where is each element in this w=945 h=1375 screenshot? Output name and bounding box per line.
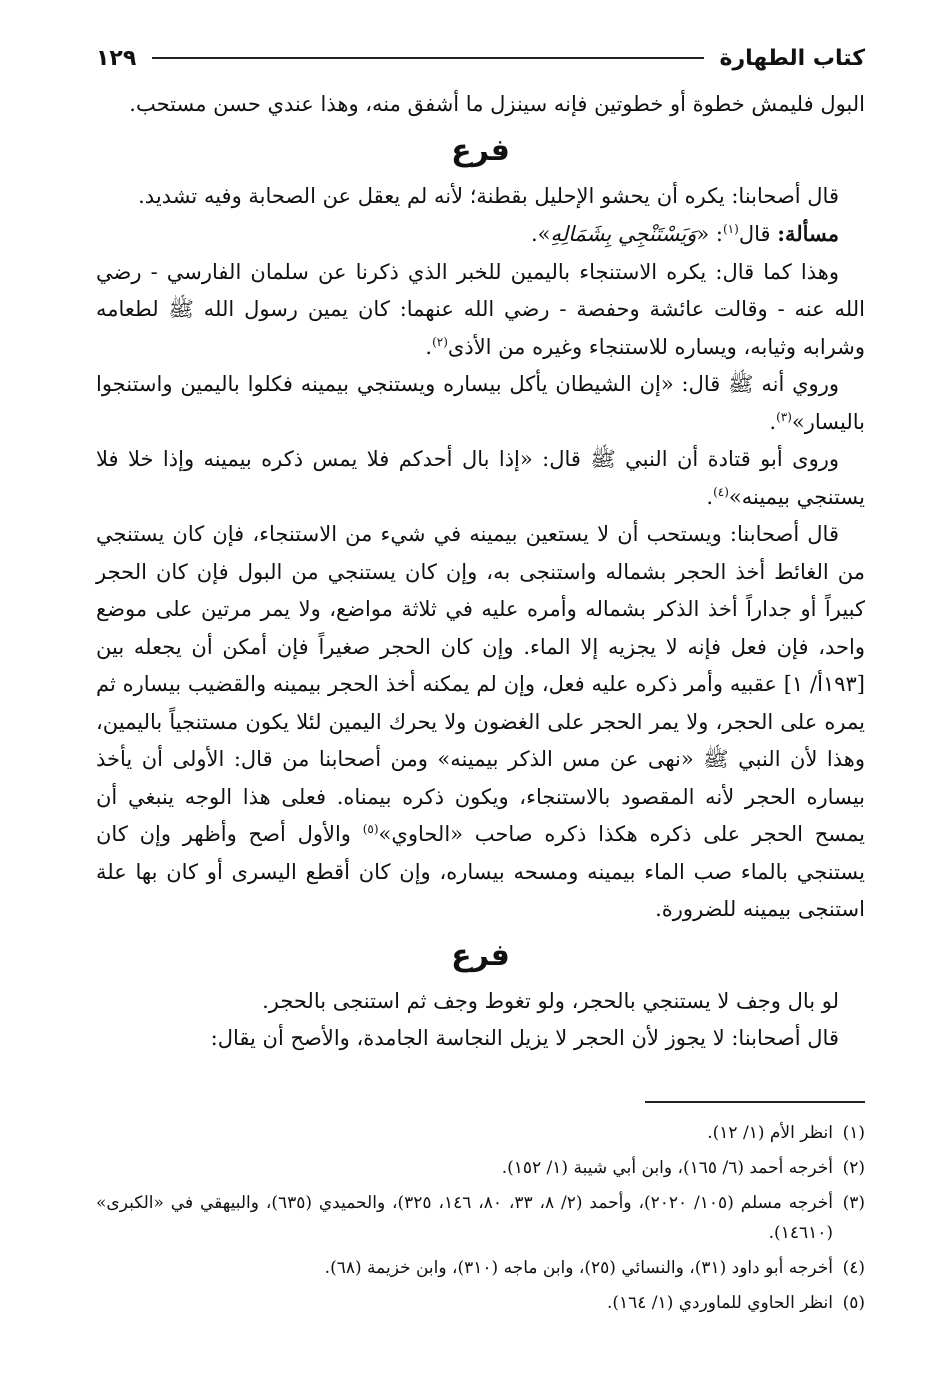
- footnote-ref-4: (٤): [713, 484, 729, 499]
- footnote-item: [96, 1288, 865, 1318]
- p3-text-c: ».: [530, 222, 551, 246]
- p5-text-a: وروي أنه ﷺ قال: «إن الشيطان يأكل بيساره ويستنجي بيمينه فكلوا باليمين واستنجوا باليسار»: [96, 372, 865, 434]
- paragraph-1: البول فليمش خطوة أو خطوتين فإنه سينزل ما أشفق منه، وهذا عندي حسن مستحب.: [129, 92, 865, 116]
- footnote-item: [96, 1188, 865, 1248]
- p6-text-a: وروى أبو قتادة أن النبي ﷺ قال: «إذا بال أحدكم فلا يمس ذكره بيمينه وإذا خلا فلا يستنجي بيمينه»: [96, 447, 865, 509]
- paragraph-4: [96, 254, 865, 367]
- page-number: ١٢٩: [96, 45, 137, 71]
- footnote-ref-3: (٣): [776, 409, 792, 424]
- paragraph-7: [96, 516, 865, 929]
- footnote-text: أخرجه مسلم (١٠٥/ ٢٠٢٠)، وأحمد (٢/ ٨، ٣٣، ٨٠، ١٤٦، ٣٢٥)، والحميدي (٦٣٥)، والبيهقي في «الكبرى» (١٤٦١٠).: [96, 1193, 834, 1243]
- paragraph-3: [96, 215, 865, 254]
- p7-text-a: قال أصحابنا: ويستحب أن لا يستعين بيمينه في شيء من الاستنجاء، فإن كان يستنجي من الغائط أخذ الحجر بشماله واستنجى به، وإن كان يستنجي من البول فإن كان الحجر كبيراً أو جداراً أخذ الذكر بشماله وأمره عليه في ثلاثة مواضع، ولا يمر مرتين على موضع واحد، فإن فعل فإنه لا يجزيه إلا الماء. وإن كان الحجر صغيراً فإن أمكن أن يجعله بين [١٩٣أ/ ١] عقبيه وأمر ذكره عليه فعل، وإن لم يمكنه أخذ الحجر بيمينه والقضيب بيساره ثم يمره على الحجر، ولا يمر الحجر على الغضون ولا يحرك اليمين لئلا يكون مستنجياً باليمين، وهذا لأن النبي ﷺ «نهى عن مس الذكر بيمينه» ومن أصحابنا من قال: الأولى أن يأخذ بيساره الحجر لأنه المقصود بالاستنجاء، ويكون ذكره بيمناه. فعلى هذا الوجه ينبغي أن يمسح الحجر على ذكره هكذا ذكره صاحب «الحاوي»: [96, 522, 865, 846]
- footnote-text: أخرجه أحمد (٦/ ١٦٥)، وابن أبي شيبة (١/ ١٥٢).: [501, 1158, 833, 1178]
- paragraph-5: [96, 366, 865, 441]
- footnotes: [96, 1118, 865, 1323]
- p5-text-b: .: [769, 409, 777, 434]
- quran-quote: وَيَسْتَنْجِي بِشَمَالِهِ: [550, 222, 697, 246]
- footnote-item: [96, 1253, 865, 1283]
- footnote-number: (٥): [842, 1293, 865, 1313]
- p3-text-a: قال: [738, 222, 771, 246]
- main-text: [96, 86, 865, 1058]
- p6-text-b: .: [706, 484, 714, 509]
- p3-text-b: : «: [696, 222, 723, 246]
- footnote-item: [96, 1153, 865, 1183]
- footnote-item: [96, 1118, 865, 1148]
- footnote-number: (١): [842, 1123, 865, 1143]
- footnote-number: (٢): [842, 1158, 865, 1178]
- footnote-separator: [645, 1101, 865, 1103]
- footnote-ref-5: (٥): [362, 822, 379, 836]
- p4-text-a: وهذا كما قال: يكره الاستنجاء باليمين للخبر الذي ذكرنا عن سلمان الفارسي - رضي الله عنه - وقالت عائشة وحفصة - رضي الله عنهما: كان يمين رسول الله ﷺ لطعامه وشرابه وثيابه، ويساره للاستنجاء وغيره من الأذى: [96, 259, 865, 359]
- section-heading-1: فرع: [451, 132, 510, 168]
- footnote-text: انظر الأم (١/ ١٢).: [707, 1123, 833, 1143]
- footnote-ref-1: (١): [722, 222, 739, 236]
- masala-label: مسألة:: [777, 221, 839, 246]
- p7-text-b: والأول أصح وأظهر وإن كان يستنجي بالماء صب الماء بيمينه ومسحه بيساره، وإن كان أقطع اليسرى أو كان بها علة استنجى بيمينه للضرورة.: [96, 822, 865, 921]
- paragraph-6: [96, 441, 865, 516]
- footnote-text: انظر الحاوي للماوردي (١/ ١٦٤).: [606, 1293, 833, 1313]
- section-heading-2: فرع: [451, 937, 510, 973]
- paragraph-2: قال أصحابنا: يكره أن يحشو الإحليل بقطنة؛ لأنه لم يعقل عن الصحابة وفيه تشديد.: [138, 183, 839, 208]
- footnote-text: أخرجه أبو داود (٣١)، والنسائي (٢٥)، وابن ماجه (٣١٠)، وابن خزيمة (٦٨).: [324, 1258, 833, 1278]
- page-header: [96, 40, 865, 76]
- footnote-ref-2: (٢): [432, 334, 448, 349]
- paragraph-9: قال أصحابنا: لا يجوز لأن الحجر لا يزيل النجاسة الجامدة، والأصح أن يقال:: [210, 1026, 839, 1050]
- p4-text-b: .: [425, 334, 433, 359]
- paragraph-8: لو بال وجف لا يستنجي بالحجر، ولو تغوط وجف ثم استنجى بالحجر.: [262, 988, 839, 1013]
- header-rule: [152, 57, 703, 59]
- footnote-number: (٣): [842, 1193, 865, 1213]
- footnote-number: (٤): [842, 1258, 865, 1278]
- book-title: كتاب الطهارة: [719, 45, 865, 71]
